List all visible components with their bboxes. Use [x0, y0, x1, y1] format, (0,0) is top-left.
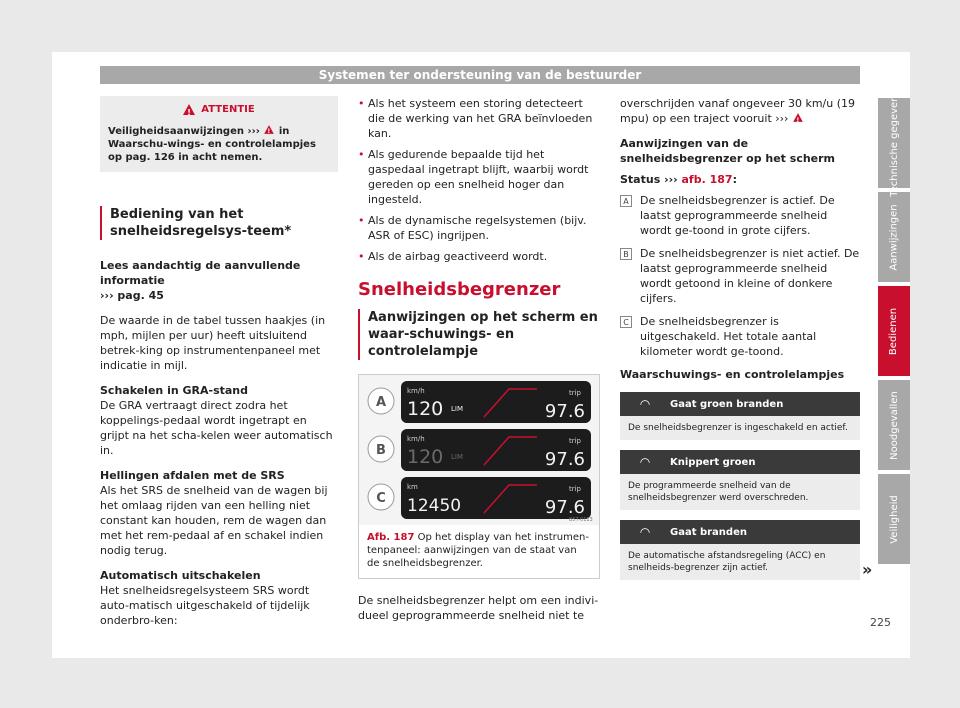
bullet-item: • Als de airbag geactiveerd wordt. — [358, 249, 600, 264]
status-item: B De snelheidsbegrenzer is niet actief. De laatst geprogrammeerde snelheid wordt getoond in kleine of donkere cijfers. — [620, 246, 860, 306]
figure-reference-link[interactable]: afb. 187 — [681, 173, 733, 186]
row-letter: C — [376, 491, 386, 506]
lamp-title: Gaat groen branden — [670, 398, 784, 410]
trip-label: trip — [568, 485, 581, 493]
paragraph: overschrijden vanaf ongeveer 30 km/u (19 mpu) op een traject vooruit ››› ! — [620, 96, 860, 126]
continue-chevron-icon: » — [862, 560, 873, 579]
item-letter: B — [620, 248, 632, 260]
trip-value: 97.6 — [544, 401, 585, 422]
page-number: 225 — [870, 616, 891, 629]
warning-text: Veiligheidsaanwijzingen ››› ! in Waarschu-wings- en controlelampjes op pag. 126 in acht nemen. — [108, 123, 330, 164]
column-3 — [620, 96, 860, 590]
lamp-title: Gaat branden — [670, 526, 747, 538]
limiter-icon: ◠ — [640, 454, 650, 469]
unit-label: km — [407, 483, 418, 491]
section-title: Aanwijzingen op het scherm en waar-schuwings- en controlelampje — [358, 309, 600, 360]
tab-aanwijzingen[interactable]: Aanwijzingen — [878, 192, 910, 282]
speed-value: 120 — [407, 446, 444, 468]
lamp-title: Knippert groen — [670, 456, 756, 468]
status-line: Status ››› afb. 187: — [620, 173, 737, 186]
paragraph: De waarde in de tabel tussen haakjes (in mph, mijlen per uur) heeft uitsluitend betrek-king op instrumentenpaneel met indicatie in mijl. — [100, 314, 326, 372]
acc-limiter-icon: ◠ — [640, 524, 650, 539]
warning-box — [100, 96, 338, 172]
status-item: C De snelheidsbegrenzer is uitgeschakeld. Het totale aantal kilometer wordt ge-toond. — [620, 314, 860, 359]
item-letter: A — [620, 195, 632, 207]
column-1 — [100, 96, 338, 638]
tab-technische-gegevens[interactable]: Technische gegevens — [878, 98, 910, 188]
running-header: Systemen ter ondersteuning van de bestuurder — [100, 66, 860, 84]
lim-label: LIM — [451, 405, 464, 413]
column-2 — [358, 96, 600, 633]
warning-triangle-icon — [183, 104, 195, 115]
lamp-entry — [620, 392, 860, 440]
figure — [358, 374, 600, 579]
tab-bedienen[interactable]: Bedienen — [878, 286, 910, 376]
paragraph: Lees aandachtig de aanvullende informatie ››› pag. 45 — [100, 259, 301, 302]
warning-triangle-icon — [265, 125, 275, 134]
page-reference-link[interactable]: ››› pag. 45 — [100, 289, 164, 302]
subheading: Automatisch uitschakelen — [100, 569, 261, 582]
paragraph: De GRA vertraagt direct zodra het koppelings-pedaal wordt ingetrapt en grijpt na het scha-kelen weer automatisch in. — [100, 399, 333, 457]
trip-label: trip — [568, 389, 581, 397]
lamp-description: De automatische afstandsregeling (ACC) en snelheids-begrenzer zijn actief. — [620, 544, 860, 580]
paragraph: De snelheidsbegrenzer helpt om een indivi-dueel geprogrammeerde snelheid niet te — [358, 594, 599, 622]
warning-title: ATTENTIE — [201, 104, 255, 115]
speed-value: 120 — [407, 398, 444, 420]
side-tabs — [878, 89, 910, 568]
lamp-description: De snelheidsbegrenzer is ingeschakeld en actief. — [620, 416, 860, 440]
item-letter: C — [620, 316, 632, 328]
warning-triangle-icon — [793, 113, 803, 122]
lamp-description: De programmeerde snelheid van de snelheidsbegrenzer werd overschreden. — [620, 474, 860, 510]
trip-label: trip — [568, 437, 581, 445]
lamp-entry — [620, 450, 860, 510]
row-letter: B — [376, 443, 386, 458]
lamp-entry — [620, 520, 860, 580]
section-title: Bediening van het snelheidsregelsys-teem* — [100, 206, 338, 240]
status-item: A De snelheidsbegrenzer is actief. De laatst geprogrammeerde snelheid wordt ge-toond in grote cijfers. — [620, 193, 860, 238]
figure-image — [359, 375, 599, 525]
subheading: Aanwijzingen van de snelheidsbegrenzer op het scherm — [620, 137, 836, 165]
paragraph: Als het SRS de snelheid van de wagen bij het omlaag rijden van een helling niet constant kan houden, rem de wagen dan met het rem-pedaal af en schakel indien nodig terug. — [100, 484, 328, 557]
subheading: Waarschuwings- en controlelampjes — [620, 368, 845, 381]
subheading: Schakelen in GRA-stand — [100, 384, 249, 397]
bullet-item: • Als de dynamische regelsystemen (bijv. ASR of ESC) ingrijpen. — [358, 213, 600, 243]
trip-value: 97.6 — [544, 449, 585, 470]
tab-veiligheid[interactable]: Veiligheid — [878, 474, 910, 564]
figure-code: B5T-0113 — [569, 517, 593, 523]
row-letter: A — [375, 395, 387, 410]
bullet-item: • Als het systeem een storing detecteert die de werking van het GRA beïnvloeden kan. — [358, 96, 600, 141]
paragraph: Het snelheidsregelsysteem SRS wordt auto-matisch uitgeschakeld of tijdelijk onderbro-ken: — [100, 584, 310, 627]
lim-label: LIM — [451, 453, 464, 461]
chapter-title: Snelheidsbegrenzer — [358, 279, 561, 300]
subheading: Hellingen afdalen met de SRS — [100, 469, 285, 482]
tab-noodgevallen[interactable]: Noodgevallen — [878, 380, 910, 470]
trip-value: 97.6 — [544, 497, 585, 518]
limiter-icon: ◠ — [640, 396, 650, 411]
unit-label: km/h — [407, 387, 425, 395]
unit-label: km/h — [407, 435, 425, 443]
bullet-item: • Als gedurende bepaalde tijd het gaspedaal ingetrapt blijft, waarbij wordt gereden op een snelheid hoger dan ingesteld. — [358, 147, 600, 207]
speed-value: 12450 — [407, 496, 462, 516]
instrument-display-illustration — [359, 375, 599, 525]
figure-caption: Afb. 187 Op het display van het instrumen-tenpaneel: aanwijzingen van de staat van de snelheidsbegrenzer. — [367, 532, 589, 569]
